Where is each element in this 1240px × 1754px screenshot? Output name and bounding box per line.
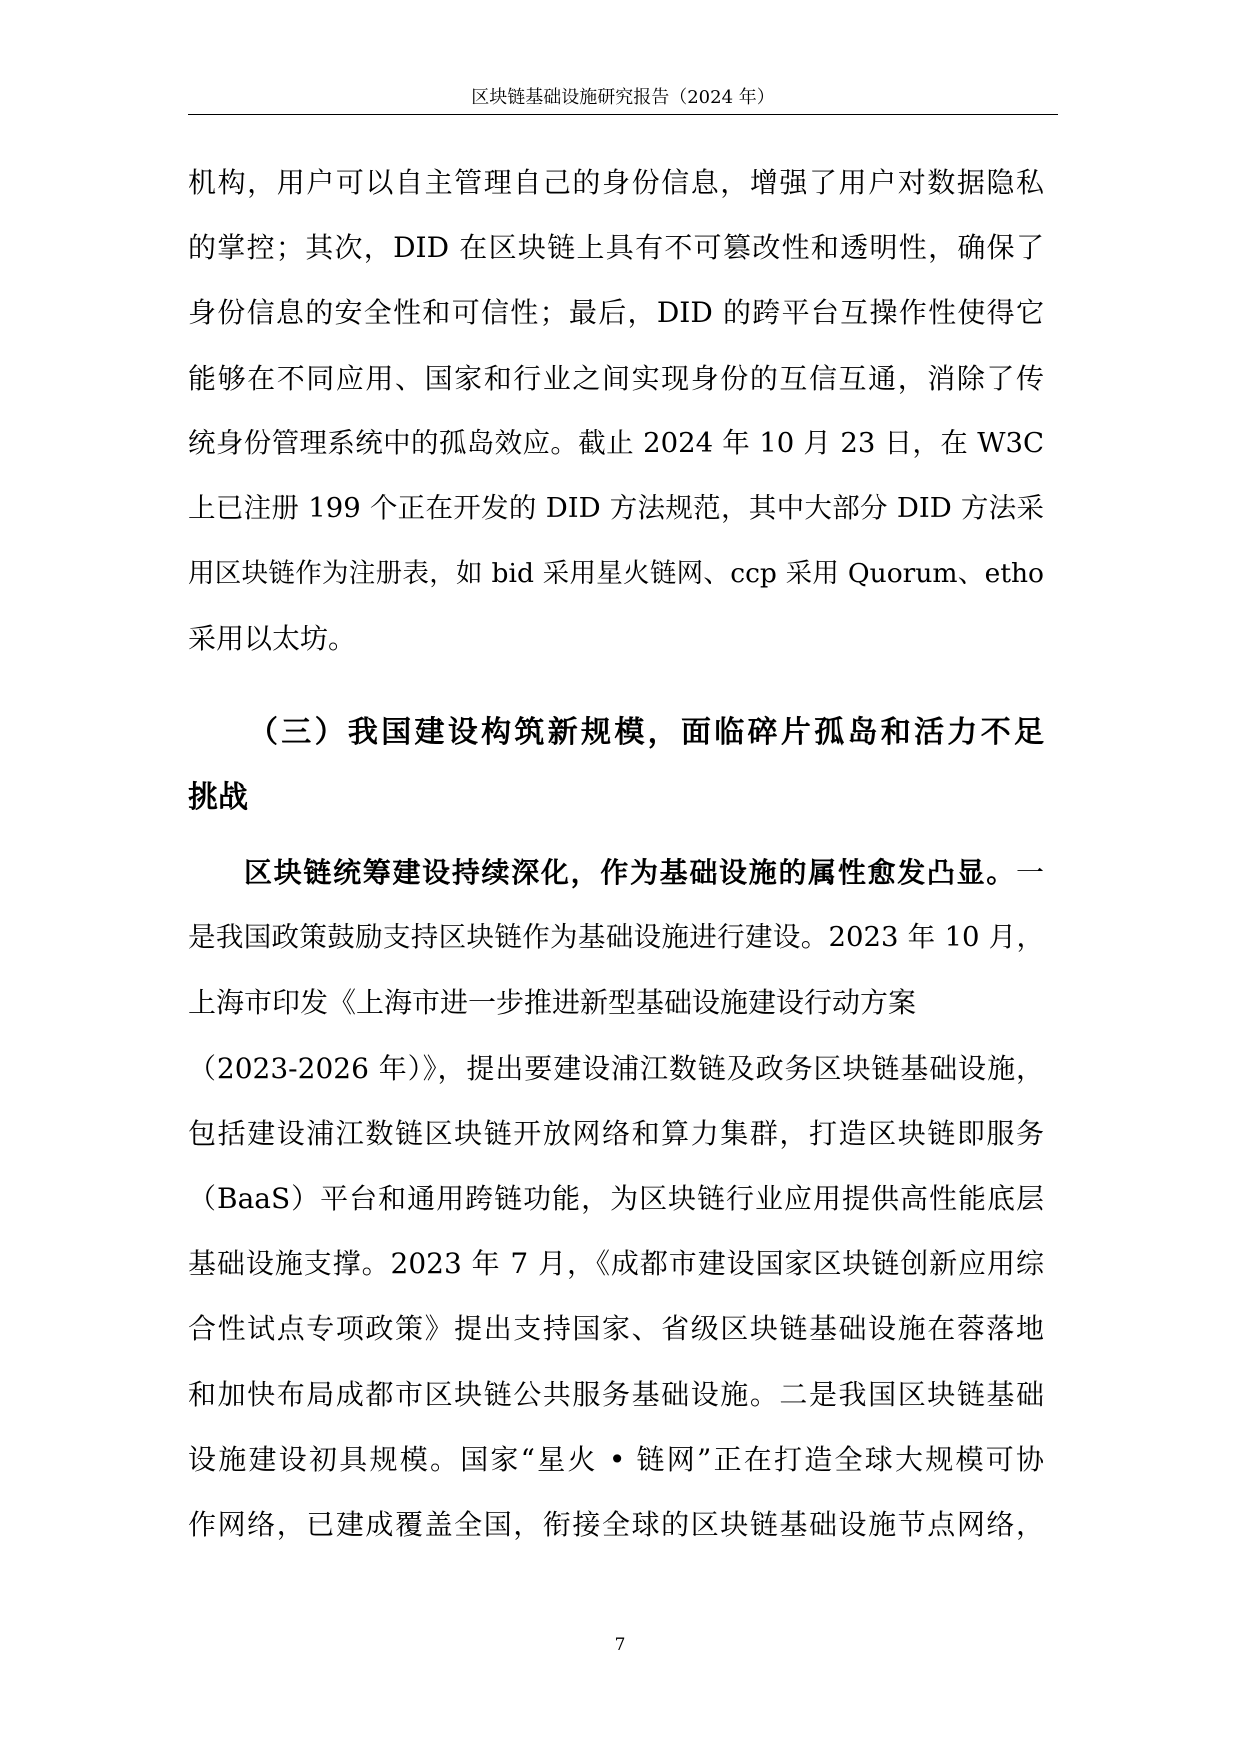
text-line: 身份信息的安全性和可信性；最后，DID 的跨平台互操作性使得它 <box>188 296 1044 330</box>
header-divider <box>188 114 1058 115</box>
text-line: 采用以太坊。 <box>188 622 357 656</box>
text-line: 用区块链作为注册表，如 bid 采用星火链网、ccp 采用 Quorum、etho <box>188 558 1044 590</box>
running-header: 区块链基础设施研究报告（2024 年） <box>471 87 775 108</box>
text-line: 包括建设浦江数链区块链开放网络和算力集群，打造区块链即服务 <box>188 1116 1044 1150</box>
text-line: 上海市印发《上海市进一步推进新型基础设施建设行动方案 <box>188 986 917 1020</box>
text-line: 基础设施支撑。2023 年 7 月，《成都市建设国家区块链创新应用综 <box>188 1247 1044 1281</box>
text-line: 和加快布局成都市区块链公共服务基础设施。二是我国区块链基础 <box>188 1377 1044 1411</box>
text-line: （BaaS）平台和通用跨链功能，为区块链行业应用提供高性能底层 <box>188 1181 1044 1215</box>
text-line: 机构，用户可以自主管理自己的身份信息，增强了用户对数据隐私 <box>188 166 1044 199</box>
text-line: 合性试点专项政策》提出支持国家、省级区块链基础设施在蓉落地 <box>188 1312 1044 1346</box>
section-heading <box>188 700 1044 830</box>
text-line: 设施建设初具规模。国家“星火 • 链网”正在打造全球大规模可协 <box>188 1442 1044 1476</box>
text-line: 上已注册 199 个正在开发的 DID 方法规范，其中大部分 DID 方法采 <box>188 491 1044 524</box>
paragraph-did-continued <box>188 150 1044 672</box>
section-heading-line: （三）我国建设构筑新规模，面临碎片孤岛和活力不足 <box>248 715 1044 750</box>
paragraph-infrastructure <box>188 840 1044 1557</box>
text-line: 是我国政策鼓励支持区块链作为基础设施进行建设。2023 年 10 月， <box>188 921 1044 954</box>
text-line: 统身份管理系统中的孤岛效应。截止 2024 年 10 月 23 日，在 W3C <box>188 426 1044 459</box>
text-line: 能够在不同应用、国家和行业之间实现身份的互信互通，消除了传 <box>188 361 1044 395</box>
text-line: 的掌控；其次，DID 在区块链上具有不可篡改性和透明性，确保了 <box>188 231 1044 265</box>
lead-continuation: 一 <box>1015 856 1044 889</box>
text-line: 作网络，已建成覆盖全国，衔接全球的区块链基础设施节点网络， <box>188 1507 1044 1541</box>
page-number: 7 <box>614 1635 626 1655</box>
text-line: （2023-2026 年）》，提出要建设浦江数链及政务区块链基础设施， <box>188 1051 1044 1085</box>
section-heading-line: 挑战 <box>188 780 248 816</box>
text-line <box>188 840 1044 905</box>
lead-sentence: 区块链统筹建设持续深化，作为基础设施的属性愈发凸显。 <box>244 856 1016 889</box>
